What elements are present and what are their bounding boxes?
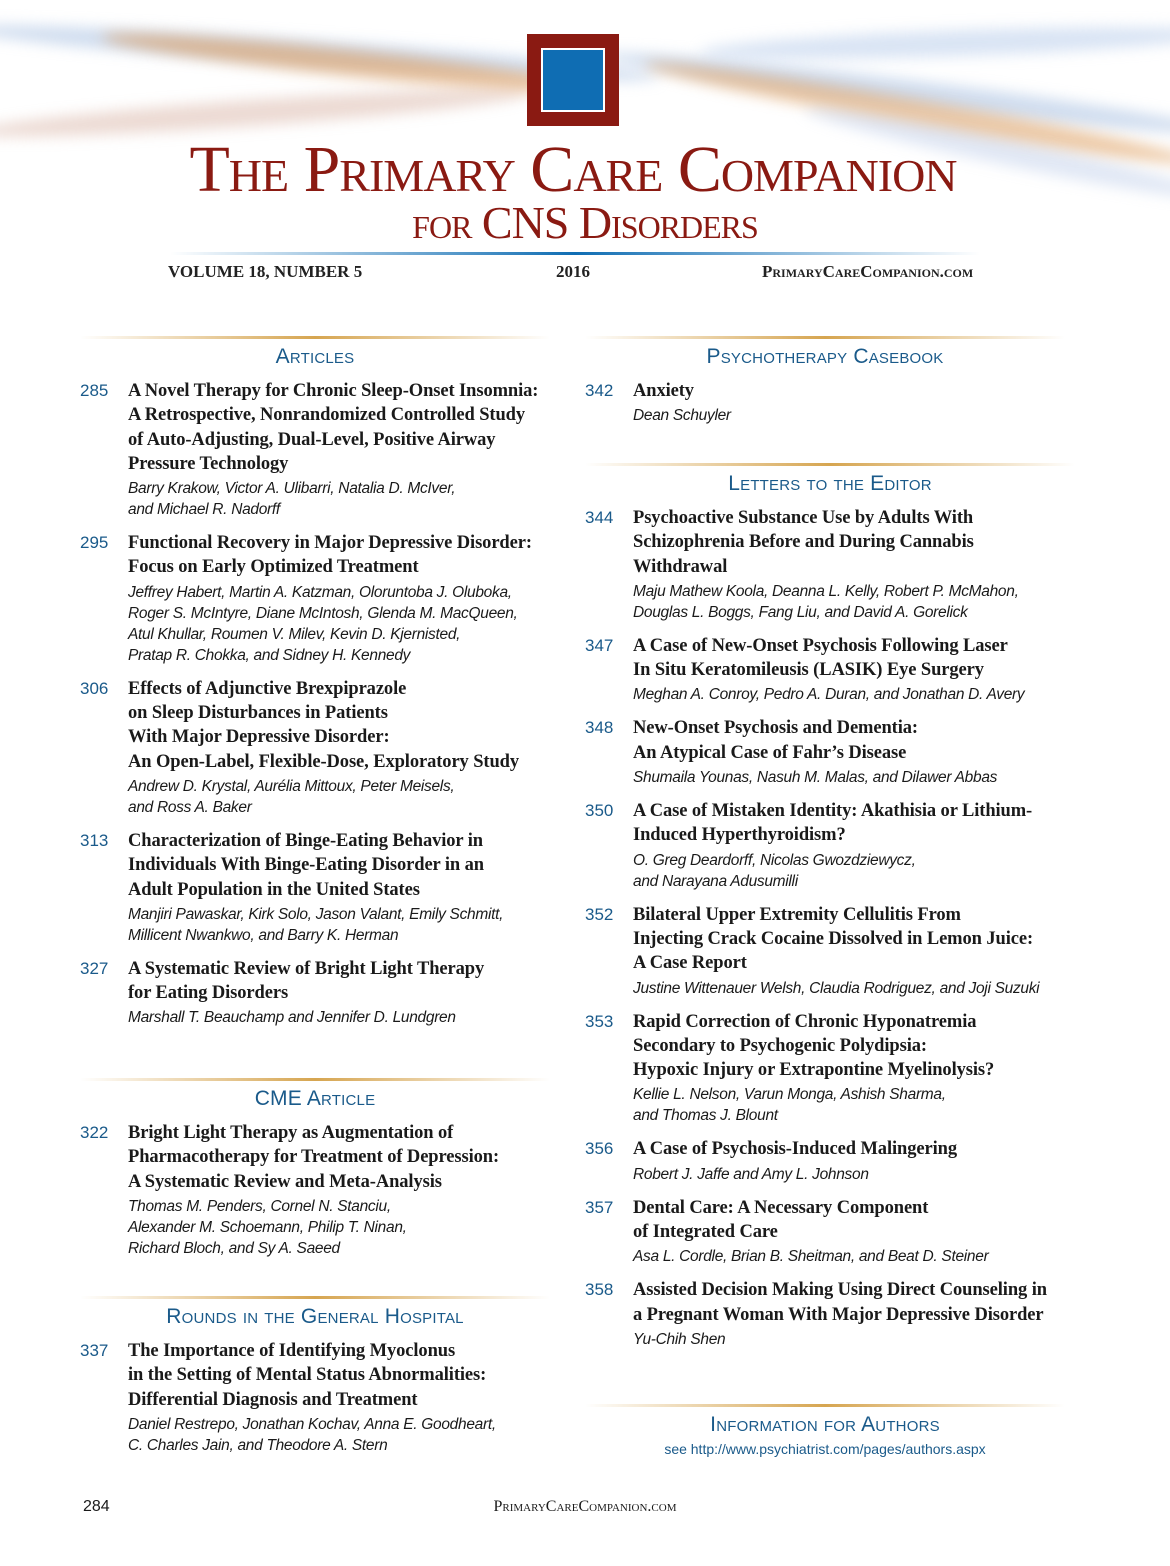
title-line: a Pregnant Woman With Major Depressive Disorder <box>633 1304 1044 1325</box>
author-line: Pratap R. Chokka, and Sidney H. Kennedy <box>128 646 411 664</box>
section-rule <box>80 336 550 339</box>
title-line: With Major Depressive Disorder: <box>128 727 390 748</box>
author-line: Kellie L. Nelson, Varun Monga, Ashish Sharma, <box>633 1086 946 1104</box>
author-line: Dean Schuyler <box>633 407 731 425</box>
toc-entry[interactable] <box>585 799 1075 892</box>
title-line: Schizophrenia Before and During Cannabis <box>633 532 974 553</box>
title-line: An Atypical Case of Fahr’s Disease <box>633 742 907 763</box>
page-number: 347 <box>585 635 614 655</box>
section-rule <box>80 1296 550 1299</box>
masthead-rule <box>170 252 980 255</box>
journal-title: The Primary Care Companion <box>189 133 957 206</box>
article-title[interactable] <box>128 379 550 476</box>
title-line: on Sleep Disturbances in Patients <box>128 703 388 724</box>
article-authors <box>128 904 550 946</box>
toc-entry[interactable] <box>80 957 550 1029</box>
entry-body <box>128 1339 550 1456</box>
section-heading: CME Article <box>254 1087 376 1110</box>
entry-body <box>128 829 550 946</box>
section-letters <box>585 463 1075 1361</box>
toc-entry[interactable] <box>585 1010 1075 1127</box>
title-line: of Auto-Adjusting, Dual-Level, Positive Airway <box>128 429 496 450</box>
page-number: 358 <box>585 1280 614 1300</box>
title-line: A Case of Mistaken Identity: Akathisia or Lithium- <box>633 801 1033 822</box>
author-line: Daniel Restrepo, Jonathan Kochav, Anna E. Goodheart, <box>128 1415 496 1433</box>
article-authors <box>633 581 1075 623</box>
article-title[interactable] <box>633 506 1075 579</box>
entry-body <box>633 379 1065 426</box>
article-title[interactable] <box>128 677 550 774</box>
page-number: 327 <box>80 958 109 978</box>
title-line: Secondary to Psychogenic Polydipsia: <box>633 1035 927 1056</box>
author-line: Marshall T. Beauchamp and Jennifer D. Lundgren <box>128 1009 456 1027</box>
article-title[interactable] <box>128 1339 550 1412</box>
entry-body <box>633 716 1075 788</box>
article-authors <box>128 478 550 520</box>
article-title[interactable] <box>633 1278 1075 1327</box>
title-line: Bilateral Upper Extremity Cellulitis From <box>633 904 961 925</box>
page-number: 322 <box>80 1123 109 1142</box>
title-line: Pharmacotherapy for Treatment of Depression: <box>128 1147 500 1168</box>
toc-entry[interactable] <box>80 531 550 666</box>
article-authors <box>128 1007 550 1028</box>
author-line: and Ross A. Baker <box>128 798 252 816</box>
toc-entry[interactable] <box>80 677 550 818</box>
toc-entry[interactable] <box>80 379 550 520</box>
entry-body <box>128 677 550 818</box>
author-line: Meghan A. Conroy, Pedro A. Duran, and Jonathan D. Avery <box>633 686 1025 704</box>
section-articles <box>80 336 550 1039</box>
article-title[interactable] <box>128 829 550 902</box>
article-authors <box>633 978 1075 999</box>
page-number: 342 <box>585 381 614 400</box>
section-rule <box>585 336 1065 339</box>
toc-entry[interactable] <box>585 634 1075 706</box>
article-authors <box>633 684 1075 705</box>
author-line: Alexander M. Schoemann, Philip T. Ninan, <box>128 1218 407 1236</box>
section-cme-article <box>80 1078 550 1270</box>
article-title[interactable] <box>633 1137 1075 1161</box>
entry-body <box>633 903 1075 999</box>
article-authors <box>633 1084 1075 1126</box>
author-line: Yu-Chih Shen <box>633 1330 726 1348</box>
article-authors <box>128 582 550 666</box>
entry-body <box>633 1278 1075 1350</box>
title-line: Individuals With Binge-Eating Disorder in an <box>128 855 484 876</box>
volume-number: VOLUME 18, NUMBER 5 <box>168 262 363 281</box>
author-line: Jeffrey Habert, Martin A. Katzman, Oloruntoba J. Oluboka, <box>128 583 512 601</box>
title-line: Anxiety <box>633 381 694 401</box>
entry-body <box>633 506 1075 623</box>
author-line: Barry Krakow, Victor A. Ulibarri, Natalia D. McIver, <box>128 480 456 498</box>
article-authors <box>633 405 1065 426</box>
website: PrimaryCareCompanion.com <box>762 262 974 281</box>
article-authors <box>633 1246 1075 1267</box>
entry-body <box>128 379 550 520</box>
title-line: In Situ Keratomileusis (LASIK) Eye Surgery <box>633 660 984 681</box>
entry-body <box>633 1010 1075 1127</box>
toc-entry[interactable] <box>585 506 1075 623</box>
title-line: Bright Light Therapy as Augmentation of <box>128 1123 454 1143</box>
author-line: Roger S. McIntyre, Diane McIntosh, Glenda M. MacQueen, <box>128 604 518 622</box>
title-line: A Systematic Review and Meta-Analysis <box>128 1171 442 1192</box>
author-line: and Thomas J. Blount <box>633 1107 778 1125</box>
article-title[interactable] <box>633 1010 1075 1083</box>
title-line: Effects of Adjunctive Brexpiprazole <box>128 678 407 699</box>
title-line: Hypoxic Injury or Extrapontine Myelinolysis? <box>633 1060 995 1081</box>
author-line: Robert J. Jaffe and Amy L. Johnson <box>633 1165 869 1183</box>
author-line: Thomas M. Penders, Cornel N. Stanciu, <box>128 1197 391 1215</box>
article-title[interactable] <box>633 634 1075 683</box>
article-authors <box>128 776 550 818</box>
title-line: Assisted Decision Making Using Direct Counseling in <box>633 1280 1047 1301</box>
toc-entry[interactable] <box>585 1137 1075 1184</box>
title-line: Pressure Technology <box>128 453 289 474</box>
toc-entry[interactable] <box>585 716 1075 788</box>
article-title[interactable] <box>633 716 1075 765</box>
article-title[interactable] <box>633 379 1065 403</box>
entry-body <box>633 1137 1075 1184</box>
toc-entry[interactable] <box>80 1339 550 1456</box>
title-line: A Novel Therapy for Chronic Sleep-Onset Insomnia: <box>128 381 539 401</box>
section-information-for-authors <box>585 1404 1065 1457</box>
article-authors <box>633 850 1075 892</box>
title-line: Dental Care: A Necessary Component <box>633 1197 929 1218</box>
toc-entry[interactable] <box>585 1196 1075 1268</box>
author-line: Douglas L. Boggs, Fang Liu, and David A. Gorelick <box>633 603 968 621</box>
author-line: Manjiri Pawaskar, Kirk Solo, Jason Valant, Emily Schmitt, <box>128 905 504 923</box>
page-number: 348 <box>585 718 614 738</box>
title-line: A Case Report <box>633 953 747 974</box>
title-line: Psychoactive Substance Use by Adults With <box>633 508 974 528</box>
title-line: A Systematic Review of Bright Light Therapy <box>128 958 485 979</box>
section-heading: Letters to the Editor <box>728 472 932 495</box>
article-authors <box>128 1196 550 1259</box>
article-title[interactable] <box>633 799 1075 848</box>
toc-entry[interactable] <box>585 903 1075 999</box>
section-heading: Rounds in the General Hospital <box>166 1305 464 1328</box>
section-heading: Articles <box>275 345 355 368</box>
author-line: O. Greg Deardorff, Nicolas Gwozdziewycz, <box>633 851 916 869</box>
page-number: 337 <box>80 1341 109 1360</box>
author-line: Atul Khullar, Roumen V. Milev, Kevin D. Kjernisted, <box>128 625 461 643</box>
title-line: Characterization of Binge-Eating Behavior in <box>128 830 483 851</box>
author-line: Andrew D. Krystal, Aurélia Mittoux, Peter Meisels, <box>128 777 455 795</box>
title-line: in the Setting of Mental Status Abnormalities: <box>128 1365 487 1386</box>
article-title[interactable] <box>128 531 550 580</box>
page-number: 344 <box>585 508 614 527</box>
title-line: Differential Diagnosis and Treatment <box>128 1389 418 1410</box>
section-rounds <box>80 1296 550 1467</box>
authors-info-link[interactable]: see http://www.psychiatrist.com/pages/authors.aspx <box>664 1441 986 1457</box>
toc-entry[interactable] <box>80 829 550 946</box>
toc-entry[interactable] <box>585 1278 1075 1350</box>
page-number: 284 <box>83 1498 110 1515</box>
title-line: The Importance of Identifying Myoclonus <box>128 1341 456 1361</box>
page-number: 313 <box>80 830 109 850</box>
author-line: Shumaila Younas, Nasuh M. Malas, and Dilawer Abbas <box>633 769 998 787</box>
article-authors <box>633 1164 1075 1185</box>
entry-body <box>128 531 550 666</box>
year: 2016 <box>556 262 590 281</box>
page-number: 352 <box>585 904 614 924</box>
title-line: A Retrospective, Nonrandomized Controlled Study <box>128 405 525 426</box>
article-title[interactable] <box>633 1196 1075 1245</box>
author-line: Maju Mathew Koola, Deanna L. Kelly, Robert P. McMahon, <box>633 582 1019 600</box>
title-line: Focus on Early Optimized Treatment <box>128 557 419 578</box>
journal-subtitle: for CNS Disorders <box>412 197 758 248</box>
title-line: A Case of Psychosis-Induced Malingering <box>633 1139 957 1160</box>
article-authors <box>128 1414 550 1456</box>
author-line: Asa L. Cordle, Brian B. Sheitman, and Beat D. Steiner <box>633 1248 989 1266</box>
page-number: 353 <box>585 1011 614 1031</box>
author-line: Millicent Nwankwo, and Barry K. Herman <box>128 926 399 944</box>
author-line: C. Charles Jain, and Theodore A. Stern <box>128 1436 388 1454</box>
section-heading: Information for Authors <box>710 1413 940 1436</box>
page-number: 356 <box>585 1139 614 1159</box>
title-line: of Integrated Care <box>633 1222 778 1243</box>
title-line: New-Onset Psychosis and Dementia: <box>633 718 918 739</box>
title-line: Injecting Crack Cocaine Dissolved in Lemon Juice: <box>633 928 1034 949</box>
article-title[interactable] <box>633 903 1075 976</box>
journal-logo <box>527 34 619 126</box>
footer-website: PrimaryCareCompanion.com <box>493 1498 677 1515</box>
author-line: and Narayana Adusumilli <box>633 872 798 890</box>
author-line: Justine Wittenauer Welsh, Claudia Rodriguez, and Joji Suzuki <box>633 979 1040 997</box>
entry-body <box>633 799 1075 892</box>
author-line: and Michael R. Nadorff <box>128 501 280 519</box>
article-authors <box>633 767 1075 788</box>
article-title[interactable] <box>128 1121 550 1194</box>
page-number: 350 <box>585 801 614 821</box>
title-line: Adult Population in the United States <box>128 879 420 900</box>
title-line: for Eating Disorders <box>128 983 289 1004</box>
page-number: 357 <box>585 1197 614 1217</box>
title-line: Withdrawal <box>633 556 728 577</box>
toc-entry[interactable] <box>585 379 1065 426</box>
entry-body <box>128 1121 550 1259</box>
section-rule <box>585 463 1075 466</box>
entry-body <box>128 957 550 1029</box>
section-rule <box>585 1404 1065 1407</box>
article-title[interactable] <box>128 957 550 1006</box>
toc-entry[interactable] <box>80 1121 550 1259</box>
entry-body <box>633 634 1075 706</box>
page-number: 295 <box>80 533 109 553</box>
title-line: An Open-Label, Flexible-Dose, Exploratory Study <box>128 751 520 772</box>
title-line: A Case of New-Onset Psychosis Following Laser <box>633 635 1008 656</box>
title-line: Induced Hyperthyroidism? <box>633 825 846 846</box>
title-line: Rapid Correction of Chronic Hyponatremia <box>633 1011 977 1032</box>
author-line: Richard Bloch, and Sy A. Saeed <box>128 1239 340 1257</box>
page-number: 306 <box>80 678 109 698</box>
section-rule <box>80 1078 550 1081</box>
page-number: 285 <box>80 381 109 400</box>
article-authors <box>633 1329 1075 1350</box>
title-line: Functional Recovery in Major Depressive Disorder: <box>128 533 532 554</box>
section-psychotherapy-casebook <box>585 336 1065 437</box>
entry-body <box>633 1196 1075 1268</box>
section-heading: Psychotherapy Casebook <box>706 345 944 368</box>
